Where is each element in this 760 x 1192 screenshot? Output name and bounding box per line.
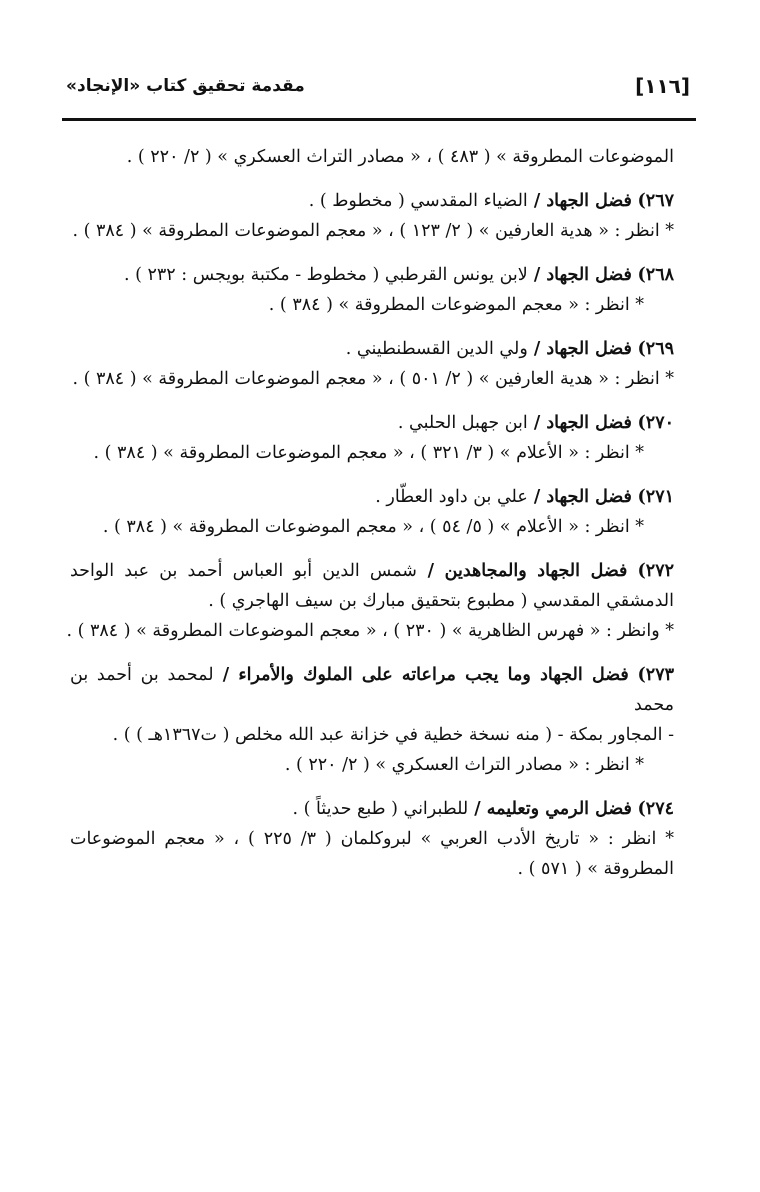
entry-author: للطبراني ( طبع حديثاً ) . — [292, 799, 469, 819]
entry-continuation: - المجاور بمكة - ( منه نسخة خطية في خزانة عبد الله مخلص ( ت١٣٦٧هـ ) ) . — [112, 725, 674, 745]
entry-270 — [70, 408, 674, 468]
entry-title: فضل الجهاد والمجاهدين / — [416, 561, 628, 581]
entry-note-continuation: المطروقة » ( ٥٧١ ) . — [517, 859, 674, 879]
continuation-line: الموضوعات المطروقة » ( ٤٨٣ ) ، « مصادر التراث العسكري » ( ٢/ ٢٢٠ ) . — [126, 147, 674, 167]
entry-267 — [70, 186, 674, 246]
entry-note: * انظر : « الأعلام » ( ٥/ ٥٤ ) ، « معجم الموضوعات المطروقة » ( ٣٨٤ ) . — [102, 517, 644, 537]
entry-title: فضل الجهاد / — [527, 191, 632, 211]
entry-note: * انظر : « الأعلام » ( ٣/ ٣٢١ ) ، « معجم الموضوعات المطروقة » ( ٣٨٤ ) . — [93, 443, 644, 463]
entry-author: علي بن داود العطّار . — [375, 487, 528, 507]
entry-number: ٢٦٧) — [637, 191, 674, 211]
entry-number: ٢٧٤) — [637, 799, 674, 819]
entry-number: ٢٦٨) — [637, 265, 674, 285]
entry-author: شمس الدين أبو العباس أحمد بن عبد الواحد — [70, 561, 417, 581]
entry-title: فضل الجهاد / — [527, 339, 632, 359]
entry-note: * انظر : « تاريخ الأدب العربي » لبروكلمان ( ٣/ ٢٢٥ ) ، « معجم الموضوعات — [70, 829, 674, 849]
entry-number: ٢٧٠) — [637, 413, 674, 433]
entry-continuation: الدمشقي المقدسي ( مطبوع بتحقيق مبارك بن سيف الهاجري ) . — [208, 591, 674, 611]
entry-272 — [66, 556, 674, 646]
entry-note: * انظر : « هدية العارفين » ( ٢/ ١٢٣ ) ، « معجم الموضوعات المطروقة » ( ٣٨٤ ) . — [72, 221, 674, 241]
entry-heading — [70, 186, 674, 216]
header-rule — [62, 118, 696, 121]
running-header — [62, 72, 698, 112]
entry-number: ٢٧١) — [637, 487, 674, 507]
entry-heading — [70, 334, 674, 364]
entry-274 — [70, 794, 674, 884]
entry-269 — [70, 334, 674, 394]
entry-author: ولي الدين القسطنطيني . — [345, 339, 528, 359]
entry-note: * وانظر : « فهرس الظاهرية » ( ٢٣٠ ) ، « معجم الموضوعات المطروقة » ( ٣٨٤ ) . — [66, 621, 674, 641]
entry-number: ٢٦٩) — [637, 339, 674, 359]
entry-author: لمحمد بن أحمد بن محمد — [70, 665, 674, 715]
entry-271 — [70, 482, 674, 542]
entry-heading — [70, 482, 674, 512]
entry-268 — [70, 260, 674, 320]
entry-heading — [70, 408, 674, 438]
entry-author: لابن يونس القرطبي ( مخطوط - مكتبة بويجس : ٢٣٢ ) . — [123, 265, 528, 285]
page-number: [١١٦] — [635, 74, 690, 98]
entry-heading — [70, 260, 674, 290]
entry-author: الضياء المقدسي ( مخطوط ) . — [308, 191, 528, 211]
entry-note: * انظر : « مصادر التراث العسكري » ( ٢/ ٢٢٠ ) . — [284, 755, 644, 775]
entry-note: * انظر : « معجم الموضوعات المطروقة » ( ٣٨٤ ) . — [268, 295, 644, 315]
entry-273 — [70, 660, 674, 780]
entry-heading — [70, 660, 674, 720]
entry-title: فضل الجهاد / — [527, 413, 632, 433]
entry-title: فضل الجهاد / — [527, 265, 632, 285]
entry-title: فضل الجهاد وما يجب مراعاته على الملوك والأمراء / — [213, 665, 629, 685]
bibliography-list — [66, 142, 674, 884]
entry-title: فضل الرمي وتعليمه / — [468, 799, 632, 819]
running-title: مقدمة تحقيق كتاب «الإنجاد» — [66, 76, 305, 96]
entry-note: * انظر : « هدية العارفين » ( ٢/ ٥٠١ ) ، « معجم الموضوعات المطروقة » ( ٣٨٤ ) . — [72, 369, 674, 389]
entry-author: ابن جهبل الحلبي . — [397, 413, 528, 433]
entry-title: فضل الجهاد / — [527, 487, 632, 507]
entry-number: ٢٧٢) — [637, 561, 674, 581]
entry-heading — [70, 794, 674, 824]
entry-heading — [70, 556, 674, 586]
entry-number: ٢٧٣) — [637, 665, 674, 685]
